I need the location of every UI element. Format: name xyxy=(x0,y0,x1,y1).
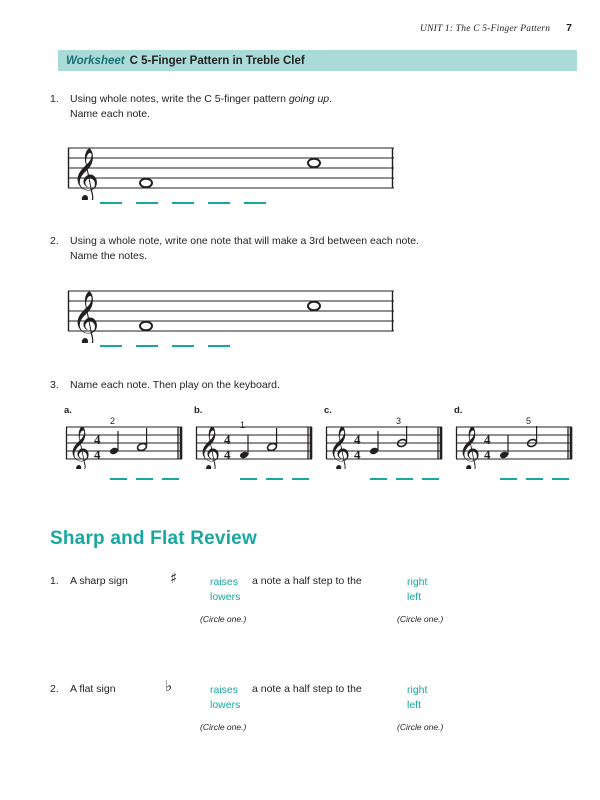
question-2-number: 2. xyxy=(50,235,59,247)
question-1-text-b: . xyxy=(329,93,333,105)
unit-title: UNIT 1: The C 5-Finger Pattern xyxy=(420,24,551,34)
finger-number: 3 xyxy=(396,417,402,426)
exercise-3-label-d: d. xyxy=(454,405,463,416)
answer-blanks-3d[interactable] xyxy=(500,478,569,480)
answer-blank[interactable] xyxy=(396,478,413,480)
music-staff-icon xyxy=(66,283,396,343)
answer-blank[interactable] xyxy=(240,478,257,480)
review-2-choice-right[interactable]: right xyxy=(407,684,428,696)
staff-exercise-2[interactable] xyxy=(66,283,396,343)
worksheet-banner xyxy=(58,50,577,71)
answer-blank[interactable] xyxy=(110,478,127,480)
review-2-text-before: A flat sign xyxy=(70,683,116,695)
time-signature-bottom: 4 xyxy=(94,447,101,462)
sharp-sign-icon: ♯ xyxy=(170,569,178,587)
svg-text:𝄞: 𝄞 xyxy=(72,147,100,200)
music-staff-icon xyxy=(194,417,314,469)
review-1-choice-right[interactable]: right xyxy=(407,576,428,588)
finger-number: 2 xyxy=(110,417,116,426)
review-1-circle-one-right: (Circle one.) xyxy=(397,614,444,624)
question-1-text-line2: Name each note. xyxy=(70,108,150,120)
svg-text:𝄞: 𝄞 xyxy=(458,426,481,469)
review-item-2 xyxy=(50,677,570,732)
review-2-choice-left[interactable]: left xyxy=(407,699,422,711)
review-2-number: 2. xyxy=(50,683,59,695)
review-1-text-after: a note a half step to the xyxy=(252,575,362,587)
answer-blank[interactable] xyxy=(500,478,517,480)
question-2-body xyxy=(70,234,419,264)
staff-exercise-3d[interactable] xyxy=(454,417,574,469)
review-item-1 xyxy=(50,569,570,624)
question-3-body xyxy=(70,378,280,393)
question-1-number: 1. xyxy=(50,93,59,105)
answer-blank[interactable] xyxy=(292,478,309,480)
review-1-text-before: A sharp sign xyxy=(70,575,128,587)
answer-blanks-3c[interactable] xyxy=(370,478,439,480)
answer-blank[interactable] xyxy=(422,478,439,480)
finger-number: 5 xyxy=(526,417,532,426)
time-signature-top: 4 xyxy=(94,432,101,447)
review-2-choice-lowers[interactable]: lowers xyxy=(210,699,241,711)
svg-text:4: 4 xyxy=(484,447,491,462)
svg-text:𝄞: 𝄞 xyxy=(328,426,351,469)
question-3-number: 3. xyxy=(50,379,59,391)
answer-blank[interactable] xyxy=(100,345,122,347)
review-2-circle-one-left: (Circle one.) xyxy=(200,722,247,732)
question-1-body xyxy=(70,92,332,122)
answer-blank[interactable] xyxy=(244,202,266,204)
music-staff-icon xyxy=(324,417,444,469)
review-2-choice-raises[interactable]: raises xyxy=(210,684,239,696)
answer-blank[interactable] xyxy=(208,202,230,204)
question-2-text-a: Using a whole note, write one note that will make a 3rd between each note. xyxy=(70,235,420,247)
answer-blank[interactable] xyxy=(136,202,158,204)
svg-text:𝄞: 𝄞 xyxy=(68,426,91,469)
answer-blank[interactable] xyxy=(208,345,230,347)
review-1-number: 1. xyxy=(50,575,59,587)
review-1-choice-raises[interactable]: raises xyxy=(210,576,239,588)
svg-text:4: 4 xyxy=(354,447,361,462)
answer-blank[interactable] xyxy=(552,478,569,480)
answer-blanks-3b[interactable] xyxy=(240,478,309,480)
staff-exercise-1[interactable] xyxy=(66,140,396,200)
answer-blanks-1[interactable] xyxy=(100,202,266,204)
music-staff-icon xyxy=(64,417,184,469)
question-2 xyxy=(50,234,550,264)
page-number: 7 xyxy=(566,22,572,34)
review-2-text-after: a note a half step to the xyxy=(252,683,362,695)
answer-blank[interactable] xyxy=(526,478,543,480)
staff-exercise-3b[interactable] xyxy=(194,417,314,469)
answer-blank[interactable] xyxy=(172,202,194,204)
review-1-choice-left[interactable]: left xyxy=(407,591,422,603)
question-1-text-italic: going up xyxy=(288,93,330,105)
question-3-text-a: Name each note. Then play on the keyboard. xyxy=(70,379,280,391)
flat-sign-icon: ♭ xyxy=(165,677,173,695)
review-1-circle-one-left: (Circle one.) xyxy=(200,614,247,624)
exercise-3-label-c: c. xyxy=(324,405,332,416)
question-2-text-line2: Name the notes. xyxy=(70,250,148,262)
svg-text:𝄞: 𝄞 xyxy=(198,426,221,469)
exercise-3-label-b: b. xyxy=(194,405,203,416)
review-2-circle-one-right: (Circle one.) xyxy=(397,722,444,732)
section-title-sharp-flat-review: Sharp and Flat Review xyxy=(50,528,257,549)
question-3 xyxy=(50,378,550,393)
question-1 xyxy=(50,92,550,122)
music-staff-icon xyxy=(66,140,396,200)
svg-text:4: 4 xyxy=(224,447,231,462)
review-1-choice-lowers[interactable]: lowers xyxy=(210,591,241,603)
answer-blank[interactable] xyxy=(162,478,179,480)
answer-blank[interactable] xyxy=(136,478,153,480)
music-staff-icon xyxy=(454,417,574,469)
svg-text:4: 4 xyxy=(354,432,361,447)
svg-text:𝄞: 𝄞 xyxy=(72,290,100,343)
staff-exercise-3c[interactable] xyxy=(324,417,444,469)
staff-exercise-3a[interactable] xyxy=(64,417,184,469)
svg-text:4: 4 xyxy=(484,432,491,447)
worksheet-label: Worksheet xyxy=(66,54,125,67)
answer-blank[interactable] xyxy=(172,345,194,347)
worksheet-title: C 5-Finger Pattern in Treble Clef xyxy=(129,54,305,67)
exercise-3-label-a: a. xyxy=(64,405,72,416)
answer-blank[interactable] xyxy=(100,202,122,204)
answer-blanks-3a[interactable] xyxy=(110,478,179,480)
answer-blank[interactable] xyxy=(370,478,387,480)
answer-blank[interactable] xyxy=(266,478,283,480)
page-header xyxy=(420,22,572,34)
svg-text:4: 4 xyxy=(224,432,231,447)
question-1-text-a: Using whole notes, write the C 5-finger pattern xyxy=(70,93,289,105)
answer-blank[interactable] xyxy=(136,345,158,347)
answer-blanks-2[interactable] xyxy=(100,345,230,347)
finger-number: 1 xyxy=(240,420,246,430)
